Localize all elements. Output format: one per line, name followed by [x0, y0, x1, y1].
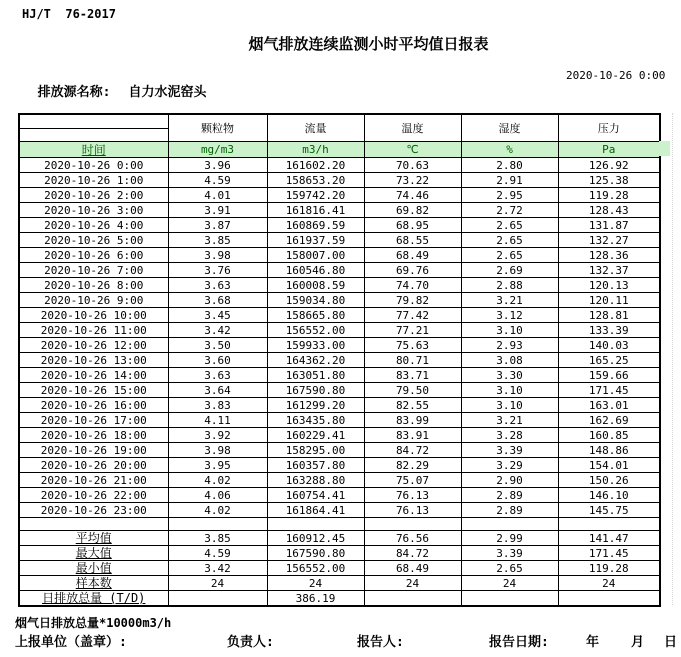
value-cell: 68.55 — [364, 233, 461, 248]
empty-cell — [168, 518, 267, 531]
value-cell: 125.38 — [558, 173, 660, 188]
data-rows — [19, 158, 660, 518]
value-cell: 2.72 — [461, 203, 558, 218]
value-cell: 76.56 — [364, 531, 461, 546]
value-cell: 160546.80 — [267, 263, 364, 278]
summary-label: 平均值 — [19, 531, 168, 546]
empty-header-cell — [19, 114, 168, 129]
time-cell: 2020-10-26 17:00 — [19, 413, 168, 428]
time-cell: 2020-10-26 8:00 — [19, 278, 168, 293]
value-cell: 156552.00 — [267, 323, 364, 338]
value-cell: 2.89 — [461, 503, 558, 518]
table-row — [19, 383, 660, 398]
empty-header-cell — [19, 129, 168, 142]
value-cell: 3.63 — [168, 368, 267, 383]
summary-rows — [19, 531, 660, 607]
value-cell: 132.37 — [558, 263, 660, 278]
empty-cell — [364, 518, 461, 531]
value-cell: 2.65 — [461, 561, 558, 576]
table-row — [19, 473, 660, 488]
value-cell: 24 — [364, 576, 461, 591]
unit-pressure: Pa — [558, 142, 660, 158]
value-cell: 2.90 — [461, 473, 558, 488]
summary-label: 日排放总量 (T/D) — [19, 591, 168, 607]
value-cell: 160754.41 — [267, 488, 364, 503]
value-cell: 128.36 — [558, 248, 660, 263]
value-cell: 68.95 — [364, 218, 461, 233]
value-cell: 2.65 — [461, 233, 558, 248]
value-cell: 3.91 — [168, 203, 267, 218]
value-cell: 160912.45 — [267, 531, 364, 546]
value-cell: 3.95 — [168, 458, 267, 473]
value-cell: 158295.00 — [267, 443, 364, 458]
value-cell: 3.60 — [168, 353, 267, 368]
value-cell: 69.76 — [364, 263, 461, 278]
time-cell: 2020-10-26 14:00 — [19, 368, 168, 383]
value-cell: 2.89 — [461, 488, 558, 503]
table-header — [19, 114, 660, 158]
time-cell: 2020-10-26 10:00 — [19, 308, 168, 323]
column-header-flow: 流量 — [267, 114, 364, 142]
value-cell: 132.27 — [558, 233, 660, 248]
value-cell: 133.39 — [558, 323, 660, 338]
column-header-temperature: 温度 — [364, 114, 461, 142]
spacer-row — [19, 518, 660, 531]
value-cell: 74.46 — [364, 188, 461, 203]
value-cell: 2.65 — [461, 248, 558, 263]
value-cell: 4.01 — [168, 188, 267, 203]
table-row — [19, 188, 660, 203]
table-row — [19, 323, 660, 338]
value-cell: 3.64 — [168, 383, 267, 398]
empty-cell — [19, 518, 168, 531]
column-header-pressure: 压力 — [558, 114, 660, 142]
value-cell: 70.63 — [364, 158, 461, 173]
value-cell: 156552.00 — [267, 561, 364, 576]
value-cell: 2.88 — [461, 278, 558, 293]
value-cell: 74.70 — [364, 278, 461, 293]
value-cell: 119.28 — [558, 561, 660, 576]
value-cell: 79.82 — [364, 293, 461, 308]
value-cell: 24 — [168, 576, 267, 591]
year-label: 年 — [586, 635, 600, 650]
total-emission-note: 烟气日排放总量*10000m3/h — [15, 616, 172, 630]
time-cell: 2020-10-26 15:00 — [19, 383, 168, 398]
unit-flow: m3/h — [267, 142, 364, 158]
spacer-section — [19, 518, 660, 531]
value-cell: 167590.80 — [267, 383, 364, 398]
value-cell: 2.95 — [461, 188, 558, 203]
table-row — [19, 248, 660, 263]
value-cell: 24 — [558, 576, 660, 591]
value-cell: 4.02 — [168, 473, 267, 488]
time-cell: 2020-10-26 23:00 — [19, 503, 168, 518]
time-cell: 2020-10-26 6:00 — [19, 248, 168, 263]
time-cell: 2020-10-26 16:00 — [19, 398, 168, 413]
table-row — [19, 398, 660, 413]
value-cell: 4.06 — [168, 488, 267, 503]
table-row — [19, 546, 660, 561]
signature-line — [0, 631, 681, 650]
value-cell: 159034.80 — [267, 293, 364, 308]
doc-code: HJ/T 76-2017 — [22, 7, 116, 21]
time-cell: 2020-10-26 19:00 — [19, 443, 168, 458]
value-cell: 3.10 — [461, 383, 558, 398]
table-row — [19, 428, 660, 443]
value-cell: 79.50 — [364, 383, 461, 398]
value-cell: 163.01 — [558, 398, 660, 413]
value-cell: 141.47 — [558, 531, 660, 546]
time-cell: 2020-10-26 7:00 — [19, 263, 168, 278]
table-row — [19, 443, 660, 458]
value-cell: 3.30 — [461, 368, 558, 383]
value-cell: 4.59 — [168, 173, 267, 188]
value-cell: 150.26 — [558, 473, 660, 488]
value-cell: 3.76 — [168, 263, 267, 278]
value-cell: 160.85 — [558, 428, 660, 443]
unit-humidity: % — [461, 142, 558, 158]
value-cell: 73.22 — [364, 173, 461, 188]
summary-label: 最小值 — [19, 561, 168, 576]
time-cell: 2020-10-26 9:00 — [19, 293, 168, 308]
value-cell: 24 — [461, 576, 558, 591]
table-row — [19, 263, 660, 278]
value-cell — [461, 591, 558, 607]
value-cell: 386.19 — [267, 591, 364, 607]
value-cell: 2.69 — [461, 263, 558, 278]
table-row — [19, 233, 660, 248]
value-cell: 146.10 — [558, 488, 660, 503]
report-datetime: 2020-10-26 0:00 — [566, 69, 666, 82]
value-cell: 24 — [267, 576, 364, 591]
table-row — [19, 561, 660, 576]
value-cell: 3.29 — [461, 458, 558, 473]
value-cell: 145.75 — [558, 503, 660, 518]
value-cell: 83.91 — [364, 428, 461, 443]
responsible-label: 负责人: — [227, 635, 274, 650]
value-cell: 3.85 — [168, 233, 267, 248]
table-row — [19, 503, 660, 518]
value-cell: 84.72 — [364, 546, 461, 561]
value-cell: 3.87 — [168, 218, 267, 233]
value-cell: 69.82 — [364, 203, 461, 218]
value-cell: 161602.20 — [267, 158, 364, 173]
value-cell: 3.68 — [168, 293, 267, 308]
value-cell: 3.50 — [168, 338, 267, 353]
value-cell: 120.13 — [558, 278, 660, 293]
value-cell: 3.42 — [168, 323, 267, 338]
source-label: 排放源名称: — [37, 85, 111, 100]
report-date-label: 报告日期: — [489, 635, 549, 650]
summary-label: 最大值 — [19, 546, 168, 561]
value-cell: 120.11 — [558, 293, 660, 308]
value-cell: 4.11 — [168, 413, 267, 428]
value-cell: 161937.59 — [267, 233, 364, 248]
value-cell: 140.03 — [558, 338, 660, 353]
value-cell: 3.08 — [461, 353, 558, 368]
value-cell: 167590.80 — [267, 546, 364, 561]
value-cell: 161299.20 — [267, 398, 364, 413]
value-cell: 126.92 — [558, 158, 660, 173]
time-cell: 2020-10-26 3:00 — [19, 203, 168, 218]
page-title: 烟气排放连续监测小时平均值日报表 — [248, 35, 489, 53]
value-cell: 162.69 — [558, 413, 660, 428]
time-cell: 2020-10-26 4:00 — [19, 218, 168, 233]
value-cell: 3.10 — [461, 398, 558, 413]
header-row-1 — [19, 114, 660, 129]
table-row — [19, 158, 660, 173]
value-cell: 82.29 — [364, 458, 461, 473]
value-cell: 4.59 — [168, 546, 267, 561]
value-cell: 3.39 — [461, 443, 558, 458]
value-cell: 3.21 — [461, 413, 558, 428]
table-row — [19, 413, 660, 428]
value-cell: 171.45 — [558, 546, 660, 561]
value-cell: 158653.20 — [267, 173, 364, 188]
empty-cell — [558, 518, 660, 531]
monitoring-table — [18, 113, 661, 607]
value-cell: 159742.20 — [267, 188, 364, 203]
value-cell: 163288.80 — [267, 473, 364, 488]
value-cell: 159933.00 — [267, 338, 364, 353]
table-row — [19, 458, 660, 473]
source-row — [22, 66, 207, 100]
value-cell: 77.21 — [364, 323, 461, 338]
value-cell: 2.65 — [461, 218, 558, 233]
value-cell: 3.83 — [168, 398, 267, 413]
value-cell: 163435.80 — [267, 413, 364, 428]
time-cell: 2020-10-26 20:00 — [19, 458, 168, 473]
unit-particulate: mg/m3 — [168, 142, 267, 158]
time-cell: 2020-10-26 11:00 — [19, 323, 168, 338]
value-cell: 3.96 — [168, 158, 267, 173]
value-cell: 160229.41 — [267, 428, 364, 443]
table-row — [19, 576, 660, 591]
value-cell: 154.01 — [558, 458, 660, 473]
value-cell: 3.92 — [168, 428, 267, 443]
value-cell: 161816.41 — [267, 203, 364, 218]
value-cell: 158007.00 — [267, 248, 364, 263]
empty-cell — [267, 518, 364, 531]
value-cell: 3.39 — [461, 546, 558, 561]
value-cell: 84.72 — [364, 443, 461, 458]
table-row — [19, 338, 660, 353]
value-cell: 131.87 — [558, 218, 660, 233]
value-cell: 3.21 — [461, 293, 558, 308]
value-cell: 76.13 — [364, 503, 461, 518]
time-cell: 2020-10-26 5:00 — [19, 233, 168, 248]
table-row — [19, 203, 660, 218]
value-cell: 128.81 — [558, 308, 660, 323]
table-row — [19, 218, 660, 233]
value-cell: 83.71 — [364, 368, 461, 383]
value-cell: 3.63 — [168, 278, 267, 293]
value-cell: 3.10 — [461, 323, 558, 338]
table-row — [19, 591, 660, 607]
empty-cell — [461, 518, 558, 531]
value-cell: 80.71 — [364, 353, 461, 368]
value-cell: 164362.20 — [267, 353, 364, 368]
value-cell: 160357.80 — [267, 458, 364, 473]
table-row — [19, 308, 660, 323]
value-cell: 2.80 — [461, 158, 558, 173]
unit-row-overflow-fill — [659, 141, 670, 156]
value-cell: 3.28 — [461, 428, 558, 443]
value-cell — [558, 591, 660, 607]
unit-temperature: ℃ — [364, 142, 461, 158]
source-name: 自力水泥窑头 — [128, 85, 207, 100]
unit-row — [19, 142, 660, 158]
value-cell: 2.93 — [461, 338, 558, 353]
day-label: 日 — [664, 635, 678, 650]
time-cell: 2020-10-26 21:00 — [19, 473, 168, 488]
value-cell: 165.25 — [558, 353, 660, 368]
time-cell: 2020-10-26 22:00 — [19, 488, 168, 503]
value-cell: 119.28 — [558, 188, 660, 203]
value-cell: 163051.80 — [267, 368, 364, 383]
table-row — [19, 173, 660, 188]
value-cell: 128.43 — [558, 203, 660, 218]
value-cell: 158665.80 — [267, 308, 364, 323]
table-row — [19, 278, 660, 293]
value-cell: 2.99 — [461, 531, 558, 546]
time-header: 时间 — [19, 142, 168, 158]
time-cell: 2020-10-26 0:00 — [19, 158, 168, 173]
time-cell: 2020-10-26 13:00 — [19, 353, 168, 368]
value-cell — [168, 591, 267, 607]
value-cell: 159.66 — [558, 368, 660, 383]
table-row — [19, 531, 660, 546]
value-cell: 3.98 — [168, 443, 267, 458]
time-cell: 2020-10-26 12:00 — [19, 338, 168, 353]
faint-gridline — [672, 113, 673, 605]
column-header-particulate: 颗粒物 — [168, 114, 267, 142]
value-cell: 68.49 — [364, 248, 461, 263]
table-row — [19, 353, 660, 368]
value-cell: 83.99 — [364, 413, 461, 428]
table-row — [19, 368, 660, 383]
report-unit-label: 上报单位（盖章）: — [15, 635, 127, 650]
value-cell: 2.91 — [461, 173, 558, 188]
table-row — [19, 293, 660, 308]
value-cell: 68.49 — [364, 561, 461, 576]
value-cell: 82.55 — [364, 398, 461, 413]
value-cell: 75.07 — [364, 473, 461, 488]
value-cell: 160008.59 — [267, 278, 364, 293]
value-cell: 3.42 — [168, 561, 267, 576]
value-cell: 3.12 — [461, 308, 558, 323]
time-cell: 2020-10-26 18:00 — [19, 428, 168, 443]
value-cell: 3.85 — [168, 531, 267, 546]
value-cell: 75.63 — [364, 338, 461, 353]
value-cell: 77.42 — [364, 308, 461, 323]
value-cell: 161864.41 — [267, 503, 364, 518]
time-cell: 2020-10-26 2:00 — [19, 188, 168, 203]
value-cell — [364, 591, 461, 607]
reporter-label: 报告人: — [357, 635, 404, 650]
time-cell: 2020-10-26 1:00 — [19, 173, 168, 188]
value-cell: 4.02 — [168, 503, 267, 518]
value-cell: 171.45 — [558, 383, 660, 398]
value-cell: 3.98 — [168, 248, 267, 263]
month-label: 月 — [631, 635, 645, 650]
column-header-humidity: 湿度 — [461, 114, 558, 142]
summary-label: 样本数 — [19, 576, 168, 591]
value-cell: 148.86 — [558, 443, 660, 458]
table-row — [19, 488, 660, 503]
value-cell: 160869.59 — [267, 218, 364, 233]
value-cell: 3.45 — [168, 308, 267, 323]
value-cell: 76.13 — [364, 488, 461, 503]
